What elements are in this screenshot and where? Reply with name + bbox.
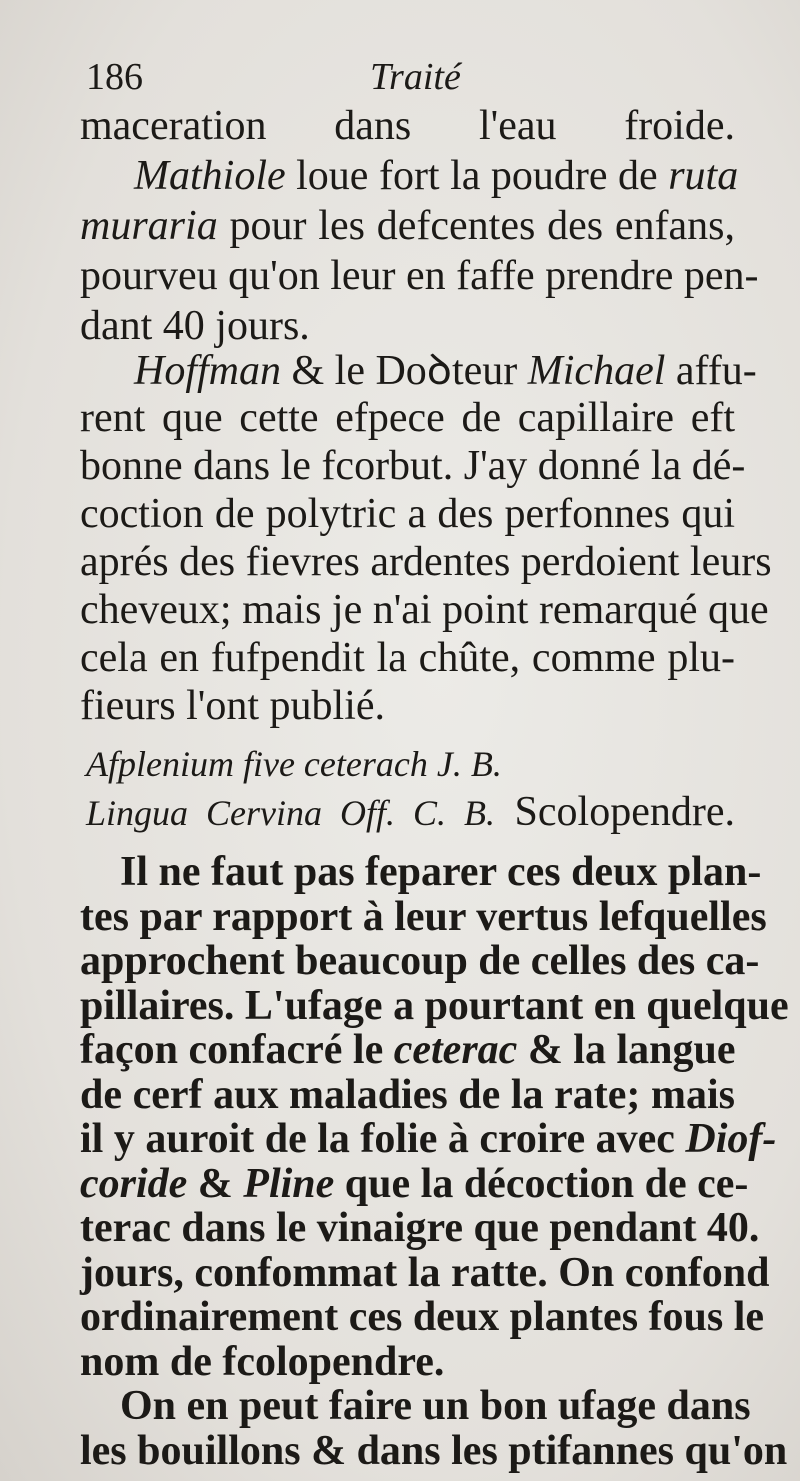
text-line: cela en fufpendit la chûte, comme plu- (80, 635, 735, 681)
text-line: façon confacré le ceterac & la langue (80, 1027, 736, 1073)
text-line: aprés des fievres ardentes perdoient leurs (80, 539, 772, 585)
running-title: Traité (370, 56, 461, 98)
section-heading: Lingua Cervina Off. C. B. Scolopendre. (86, 789, 735, 835)
page-number: 186 (86, 56, 143, 98)
text-line: terac dans le vinaigre que pendant 40. (80, 1205, 760, 1251)
text-line: dant 40 jours. (80, 303, 310, 349)
text-line: coction de polytric a des perfonnes qui (80, 491, 735, 537)
text-line: tes par rapport à leur vertus lefquelles (80, 894, 767, 940)
text-line: maceration dans l'eau froide. (80, 103, 735, 149)
text-line: jours, confommat la ratte. On confond (80, 1250, 770, 1296)
text-line: cheveux; mais je n'ai point remarqué que (80, 587, 769, 633)
text-line: fieurs l'ont publié. (80, 683, 386, 729)
text-line: muraria pour les defcentes des enfans, (80, 203, 735, 249)
text-line: approchent beaucoup de celles des ca- (80, 938, 760, 984)
text-line: il y auroit de la folie à croire avec Diof- (80, 1116, 777, 1162)
text-line: Il ne faut pas feparer ces deux plan- (120, 849, 762, 895)
text-line: les bouillons & dans les ptifannes qu'on (80, 1428, 788, 1474)
text-line: coride & Pline que la décoction de ce- (80, 1161, 749, 1207)
text-line: bonne dans le fcorbut. J'ay donné la dé- (80, 443, 746, 489)
text-line: nom de fcolopendre. (80, 1339, 445, 1385)
section-heading: Afplenium five ceterach J. B. (86, 744, 502, 784)
text-line: pourveu qu'on leur en faffe prendre pen- (80, 253, 759, 299)
author-name: Mathiole (134, 153, 286, 199)
text-line: pillaires. L'ufage a pourtant en quelque (80, 983, 789, 1029)
text-line: rent que cette efpece de capillaire eft (80, 395, 735, 441)
text-line: de cerf aux maladies de la rate; mais (80, 1072, 735, 1118)
text-line: Hoffman & le Doꝺteur Michael affu- (134, 348, 757, 394)
text-line: Mathiole loue fort la poudre de ruta (134, 153, 739, 199)
text-line: ordinairement ces deux plantes fous le (80, 1294, 765, 1340)
text-line: On en peut faire un bon ufage dans (120, 1383, 751, 1429)
